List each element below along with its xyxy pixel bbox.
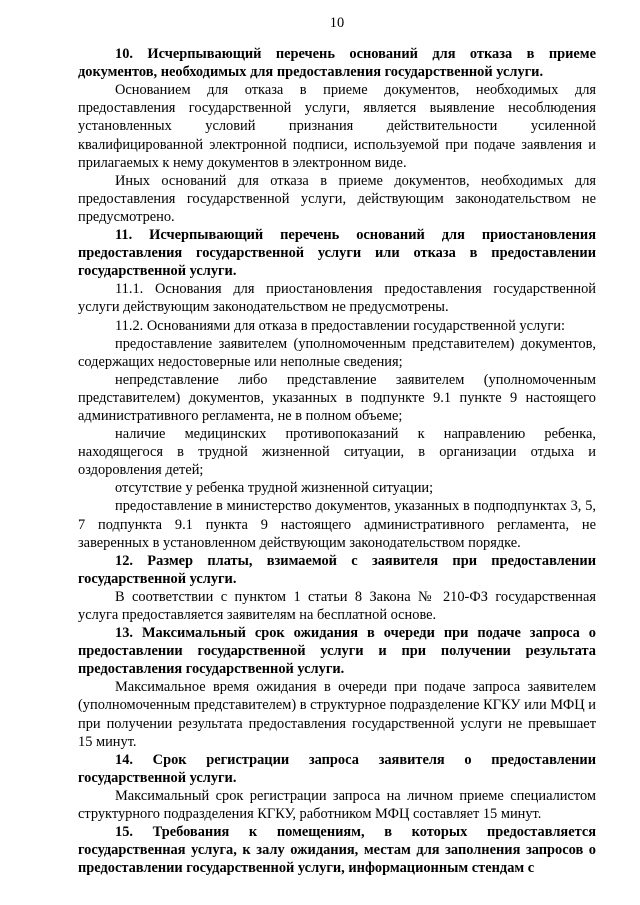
body-paragraph: В соответствии с пунктом 1 статьи 8 Закона № 210-ФЗ государственная услуга предоставляется заявителям на бесплатной основе.	[78, 588, 596, 623]
body-paragraph: Иных оснований для отказа в приеме документов, необходимых для предоставления государственной услуги, действующим законодательством не предусмотрено.	[78, 172, 596, 225]
body-paragraph: Максимальное время ожидания в очереди при подаче запроса заявителем (уполномоченным представителем) в структурное подразделение КГКУ или МФЦ и при получении результата предоставления государственной услуги не превышает 15 минут.	[78, 679, 596, 750]
page-number: 10	[329, 15, 345, 31]
section-heading: 13. Максимальный срок ожидания в очереди при подаче запроса о предоставлении государственной услуги и при получении результата предоставления государственной услуги.	[78, 625, 596, 678]
body-paragraph: Основанием для отказа в приеме документов, необходимых для предоставления государственной услуги, является выявление несоблюдения установленных условий признания действительности усиленной квалифицированной электронной подписи, используемой при подаче заявления и прилагаемых к нему документов в электронном виде.	[78, 82, 596, 171]
body-paragraph: предоставление заявителем (уполномоченным представителем) документов, содержащих недостоверные или неполные сведения;	[78, 335, 596, 370]
section-heading: 14. Срок регистрации запроса заявителя о предоставлении государственной услуги.	[78, 751, 596, 786]
body-paragraph: 11.1. Основания для приостановления предоставления государственной услуги действующим законодательством не предусмотрены.	[78, 281, 596, 316]
body-paragraph: непредставление либо представление заявителем (уполномоченным представителем) документов, указанных в подпункте 9.1 пункте 9 настоящего административного регламента, не в полном объеме;	[78, 371, 596, 424]
body-paragraph: Максимальный срок регистрации запроса на личном приеме специалистом структурного подразделения КГКУ, работником МФЦ составляет 15 минут.	[78, 787, 596, 823]
body-paragraph: 11.2. Основаниями для отказа в предоставлении государственной услуги:	[115, 317, 565, 334]
section-heading: 15. Требования к помещениям, в которых предоставляется государственная услуга, к залу ожидания, местам для заполнения запросов о предоставлении государственной услуги, информационным стендам с	[78, 824, 596, 877]
body-paragraph: предоставление в министерство документов, указанных в подподпунктах 3, 5, 7 подпункта 9.1 пункта 9 настоящего административного регламента, не заверенных в установленном действующим законодательством порядке.	[78, 498, 596, 551]
section-heading: 11. Исчерпывающий перечень оснований для приостановления предоставления государственной услуги или отказа в предоставлении государственной услуги.	[78, 227, 596, 280]
body-paragraph: наличие медицинских противопоказаний к направлению ребенка, находящегося в трудной жизненной ситуации, в организации отдыха и оздоровления детей;	[78, 426, 596, 479]
body-paragraph: отсутствие у ребенка трудной жизненной ситуации;	[115, 480, 434, 497]
document-body	[78, 45, 596, 877]
section-heading: 10. Исчерпывающий перечень оснований для отказа в приеме документов, необходимых для предоставления государственной услуги.	[78, 46, 596, 81]
section-heading: 12. Размер платы, взимаемой с заявителя при предоставлении государственной услуги.	[78, 552, 596, 587]
